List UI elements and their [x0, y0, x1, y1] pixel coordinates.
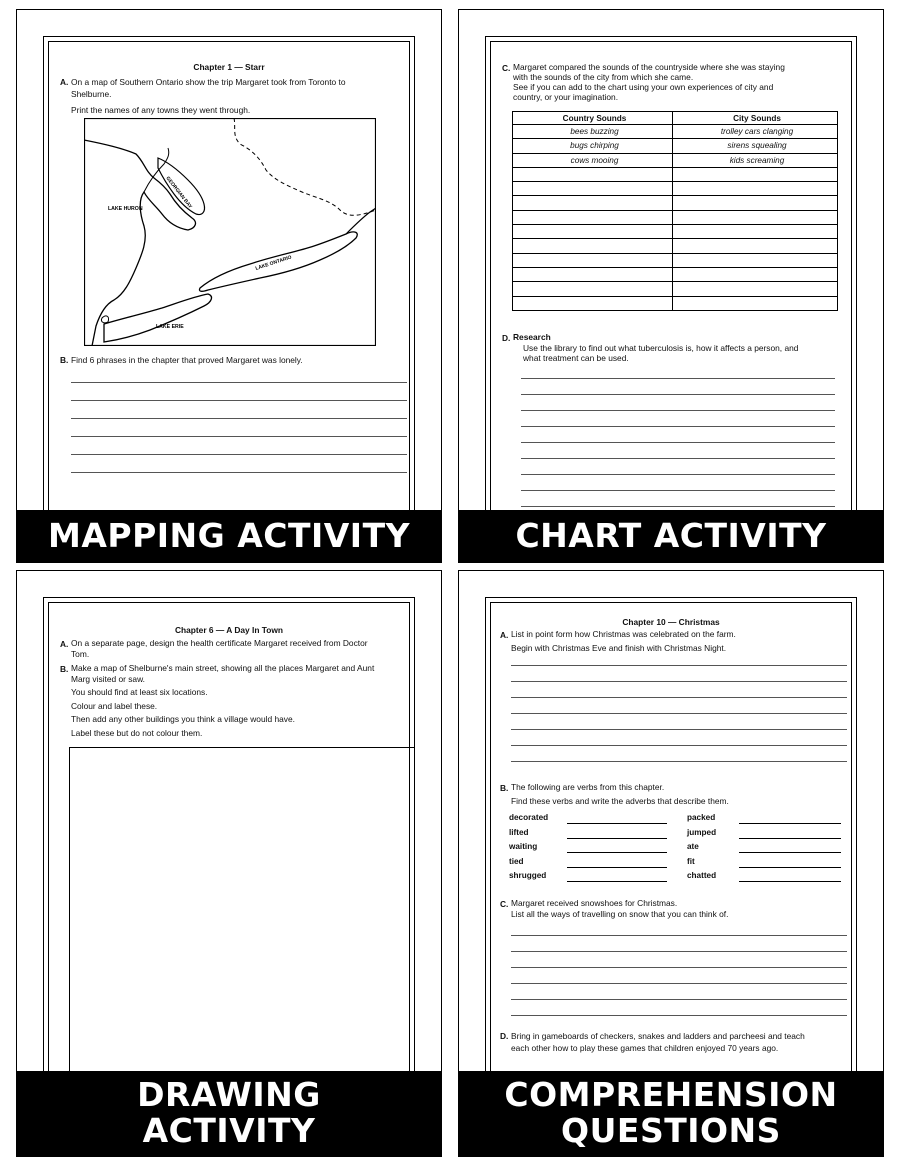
- verb-word: shrugged: [509, 871, 547, 880]
- question-a-line-2: Shelburne.: [71, 89, 112, 99]
- adverb-answer-line[interactable]: [739, 881, 841, 882]
- question-a-label: A.: [60, 639, 69, 649]
- answer-line[interactable]: [511, 967, 847, 968]
- verb-list-left: [509, 813, 669, 885]
- answer-line[interactable]: [511, 729, 847, 730]
- table-row: [513, 239, 838, 253]
- worksheet-inner-frame: [490, 602, 852, 1097]
- answer-line[interactable]: [511, 761, 847, 762]
- question-b-line-1: Make a map of Shelburne's main street, showing all the places Margaret and Aunt: [71, 663, 375, 673]
- comprehension-questions-card: [458, 570, 884, 1157]
- table-row: [513, 167, 838, 181]
- table-row: [513, 153, 838, 167]
- empty-cell[interactable]: [513, 210, 673, 224]
- empty-cell[interactable]: [513, 239, 673, 253]
- question-c: [502, 62, 858, 102]
- question-d-line-2: each other how to play these games that children enjoyed 70 years ago.: [511, 1043, 779, 1053]
- verb-word: chatted: [687, 871, 717, 880]
- verb-row: [509, 813, 669, 827]
- empty-cell[interactable]: [513, 167, 673, 181]
- empty-cell[interactable]: [673, 253, 838, 267]
- question-b-line-6: Label these but do not colour them.: [71, 727, 203, 738]
- answer-line[interactable]: [511, 681, 847, 682]
- table-row: [513, 210, 838, 224]
- question-d-line-1: Bring in gameboards of checkers, snakes and ladders and parcheesi and teach: [511, 1031, 805, 1041]
- table-row: [513, 196, 838, 210]
- question-a-line-1: List in point form how Christmas was celebrated on the farm.: [511, 629, 736, 639]
- answer-line[interactable]: [521, 474, 835, 475]
- question-b-line-5: Then add any other buildings you think a village would have.: [71, 714, 295, 724]
- city-sound-cell[interactable]: trolley cars clanging: [673, 125, 838, 139]
- verb-word: jumped: [687, 827, 717, 837]
- verb-row: [687, 857, 847, 871]
- table-row: [513, 139, 838, 153]
- empty-cell[interactable]: [673, 196, 838, 210]
- answer-line[interactable]: [511, 1015, 847, 1016]
- answer-line[interactable]: [71, 472, 407, 473]
- worksheet-page: [43, 36, 415, 538]
- answer-line[interactable]: [71, 400, 407, 401]
- empty-cell[interactable]: [513, 267, 673, 281]
- verb-row: [687, 842, 847, 856]
- adverb-answer-line[interactable]: [739, 838, 841, 839]
- verb-word: packed: [687, 813, 716, 822]
- question-d-title: Research: [513, 332, 551, 342]
- worksheet-inner-frame: [490, 41, 852, 538]
- banner-label-line-2: ACTIVITY: [142, 1111, 316, 1150]
- question-b: [500, 782, 861, 807]
- empty-cell[interactable]: [673, 267, 838, 281]
- mapping-activity-banner: [17, 510, 441, 562]
- question-b-line-2: Find these verbs and write the adverbs that describe them.: [511, 796, 729, 806]
- adverb-answer-line[interactable]: [567, 852, 667, 853]
- table-row: [513, 182, 838, 196]
- question-a-label: A.: [500, 630, 509, 640]
- banner-label: CHART ACTIVITY: [515, 516, 827, 555]
- worksheet-page: [43, 597, 415, 1097]
- question-b: [60, 663, 419, 738]
- mapping-activity-card: [16, 9, 442, 563]
- question-c-label: C.: [500, 899, 509, 909]
- verb-word: lifted: [509, 827, 529, 837]
- answer-line[interactable]: [71, 382, 407, 383]
- drawing-area[interactable]: [69, 747, 415, 1077]
- answer-line[interactable]: [521, 378, 835, 379]
- table-row: [513, 296, 838, 310]
- adverb-answer-line[interactable]: [567, 838, 667, 839]
- empty-cell[interactable]: [513, 253, 673, 267]
- question-a-line-3: Print the names of any towns they went through.: [71, 105, 251, 115]
- question-d-line-1: Use the library to find out what tuberculosis is, how it affects a person, and: [523, 343, 799, 353]
- southern-ontario-map: [84, 118, 376, 346]
- empty-cell[interactable]: [673, 167, 838, 181]
- chapter-title: Chapter 1 — Starr: [193, 62, 265, 72]
- banner-label-line-1: COMPREHENSION: [504, 1075, 838, 1114]
- answer-line[interactable]: [71, 436, 407, 437]
- question-c: [500, 898, 861, 920]
- question-c-line-2: with the sounds of the city from which she came.: [513, 72, 694, 82]
- question-a-line-1: On a map of Southern Ontario show the trip Margaret took from Toronto to: [71, 77, 346, 87]
- question-b-text: Find 6 phrases in the chapter that proved Margaret was lonely.: [71, 355, 303, 365]
- worksheet-inner-frame: [48, 602, 410, 1097]
- answer-line[interactable]: [511, 697, 847, 698]
- table-row: [513, 253, 838, 267]
- comprehension-questions-banner: [459, 1071, 883, 1156]
- adverb-answer-line[interactable]: [567, 823, 667, 824]
- answer-line[interactable]: [511, 999, 847, 1000]
- table-row: [513, 267, 838, 281]
- chapter-title: Chapter 6 — A Day In Town: [174, 625, 284, 635]
- question-b-label: B.: [60, 355, 69, 365]
- city-sound-cell[interactable]: sirens squealing: [673, 139, 838, 153]
- verb-word: waiting: [509, 842, 538, 851]
- lake-ontario-label: LAKE ONTARIO: [254, 254, 293, 272]
- worksheet-inner-frame: [48, 41, 410, 538]
- country-sound-cell[interactable]: bees buzzing: [513, 125, 673, 139]
- banner-label-line-1: DRAWING: [137, 1075, 321, 1114]
- verb-word: tied: [509, 856, 524, 866]
- answer-line[interactable]: [511, 713, 847, 714]
- question-b: [60, 354, 416, 366]
- empty-cell[interactable]: [673, 225, 838, 239]
- chart-activity-banner: [459, 510, 883, 562]
- answer-line[interactable]: [511, 665, 847, 666]
- answer-line[interactable]: [521, 442, 835, 443]
- question-b-label: B.: [500, 783, 509, 793]
- empty-cell[interactable]: [513, 182, 673, 196]
- country-sounds-header: Country Sounds: [513, 112, 673, 125]
- country-sound-cell[interactable]: bugs chirping: [513, 139, 673, 153]
- question-a: [500, 629, 861, 654]
- question-c-line-2: List all the ways of travelling on snow that you can think of.: [511, 909, 729, 919]
- answer-line[interactable]: [511, 951, 847, 952]
- answer-line[interactable]: [521, 410, 835, 411]
- worksheet-page: [485, 36, 857, 538]
- adverb-answer-line[interactable]: [567, 881, 667, 882]
- question-b-line-4: Colour and label these.: [71, 700, 158, 711]
- question-a-line-1: On a separate page, design the health certificate Margaret received from Doctor: [71, 638, 368, 648]
- question-c-line-1: Margaret received snowshoes for Christmas.: [511, 898, 678, 908]
- verb-row: [687, 871, 847, 885]
- answer-line[interactable]: [71, 418, 407, 419]
- question-d: [500, 1030, 861, 1054]
- question-c-label: C.: [502, 63, 511, 73]
- empty-cell[interactable]: [513, 296, 673, 310]
- empty-cell[interactable]: [673, 239, 838, 253]
- drawing-activity-banner: [17, 1071, 441, 1156]
- table-row: [513, 282, 838, 296]
- city-sound-cell[interactable]: kids screaming: [673, 153, 838, 167]
- verb-list-right: [687, 813, 847, 885]
- question-b-label: B.: [60, 664, 69, 674]
- verb-row: [509, 842, 669, 856]
- empty-cell[interactable]: [673, 282, 838, 296]
- banner-label: MAPPING ACTIVITY: [48, 516, 410, 555]
- empty-cell[interactable]: [673, 182, 838, 196]
- question-d: [502, 332, 858, 363]
- verb-word: ate: [687, 842, 699, 851]
- question-a-line-2: Begin with Christmas Eve and finish with Christmas Night.: [511, 643, 727, 653]
- verb-row: [509, 857, 669, 871]
- empty-cell[interactable]: [673, 210, 838, 224]
- adverb-answer-line[interactable]: [739, 852, 841, 853]
- chart-header-row: [513, 112, 838, 125]
- question-b-line-1: The following are verbs from this chapter.: [511, 782, 665, 792]
- question-d-line-2: what treatment can be used.: [523, 353, 629, 363]
- drawing-activity-card: [16, 570, 442, 1157]
- answer-line[interactable]: [511, 935, 847, 936]
- answer-line[interactable]: [521, 394, 835, 395]
- question-c-line-3: See if you can add to the chart using your own experiences of city and: [513, 82, 774, 92]
- verb-word: decorated: [509, 813, 549, 822]
- verb-row: [509, 828, 669, 842]
- answer-line[interactable]: [521, 426, 835, 427]
- question-c-line-4: country, or your imagination.: [513, 92, 619, 102]
- verb-word: fit: [687, 856, 695, 866]
- verb-row: [509, 871, 669, 885]
- question-d-label: D.: [502, 333, 511, 343]
- table-row: [513, 125, 838, 139]
- banner-label-line-2: QUESTIONS: [561, 1111, 781, 1150]
- chart-activity-card: [458, 9, 884, 563]
- question-a: [60, 76, 416, 116]
- empty-cell[interactable]: [673, 296, 838, 310]
- sounds-chart: [512, 111, 838, 311]
- country-sound-cell[interactable]: cows mooing: [513, 153, 673, 167]
- worksheet-page: [485, 597, 857, 1097]
- chapter-title: Chapter 10 — Christmas: [622, 617, 720, 627]
- empty-cell[interactable]: [513, 282, 673, 296]
- verb-row: [687, 813, 847, 827]
- answer-line[interactable]: [71, 454, 407, 455]
- answer-line[interactable]: [521, 506, 835, 507]
- empty-cell[interactable]: [513, 196, 673, 210]
- adverb-answer-line[interactable]: [739, 823, 841, 824]
- question-a-label: A.: [60, 77, 69, 87]
- question-d-label: D.: [500, 1031, 509, 1041]
- city-sounds-header: City Sounds: [673, 112, 838, 125]
- answer-line[interactable]: [511, 983, 847, 984]
- question-b-line-2: Marg visited or saw.: [71, 673, 146, 684]
- answer-line[interactable]: [511, 745, 847, 746]
- lake-erie-label: LAKE ERIE: [156, 324, 184, 330]
- adverb-answer-line[interactable]: [739, 867, 841, 868]
- adverb-answer-line[interactable]: [567, 867, 667, 868]
- question-a: [60, 638, 419, 659]
- question-b-line-3: You should find at least six locations.: [71, 687, 208, 697]
- question-a-line-2: Tom.: [71, 648, 90, 659]
- question-c-line-1: Margaret compared the sounds of the countryside where she was staying: [513, 62, 785, 72]
- georgian-bay-label: GEORGIAN BAY: [164, 175, 193, 210]
- empty-cell[interactable]: [513, 225, 673, 239]
- answer-line[interactable]: [521, 490, 835, 491]
- answer-line[interactable]: [521, 458, 835, 459]
- table-row: [513, 225, 838, 239]
- lake-huron-label: LAKE HURON: [108, 206, 143, 212]
- verb-row: [687, 828, 847, 842]
